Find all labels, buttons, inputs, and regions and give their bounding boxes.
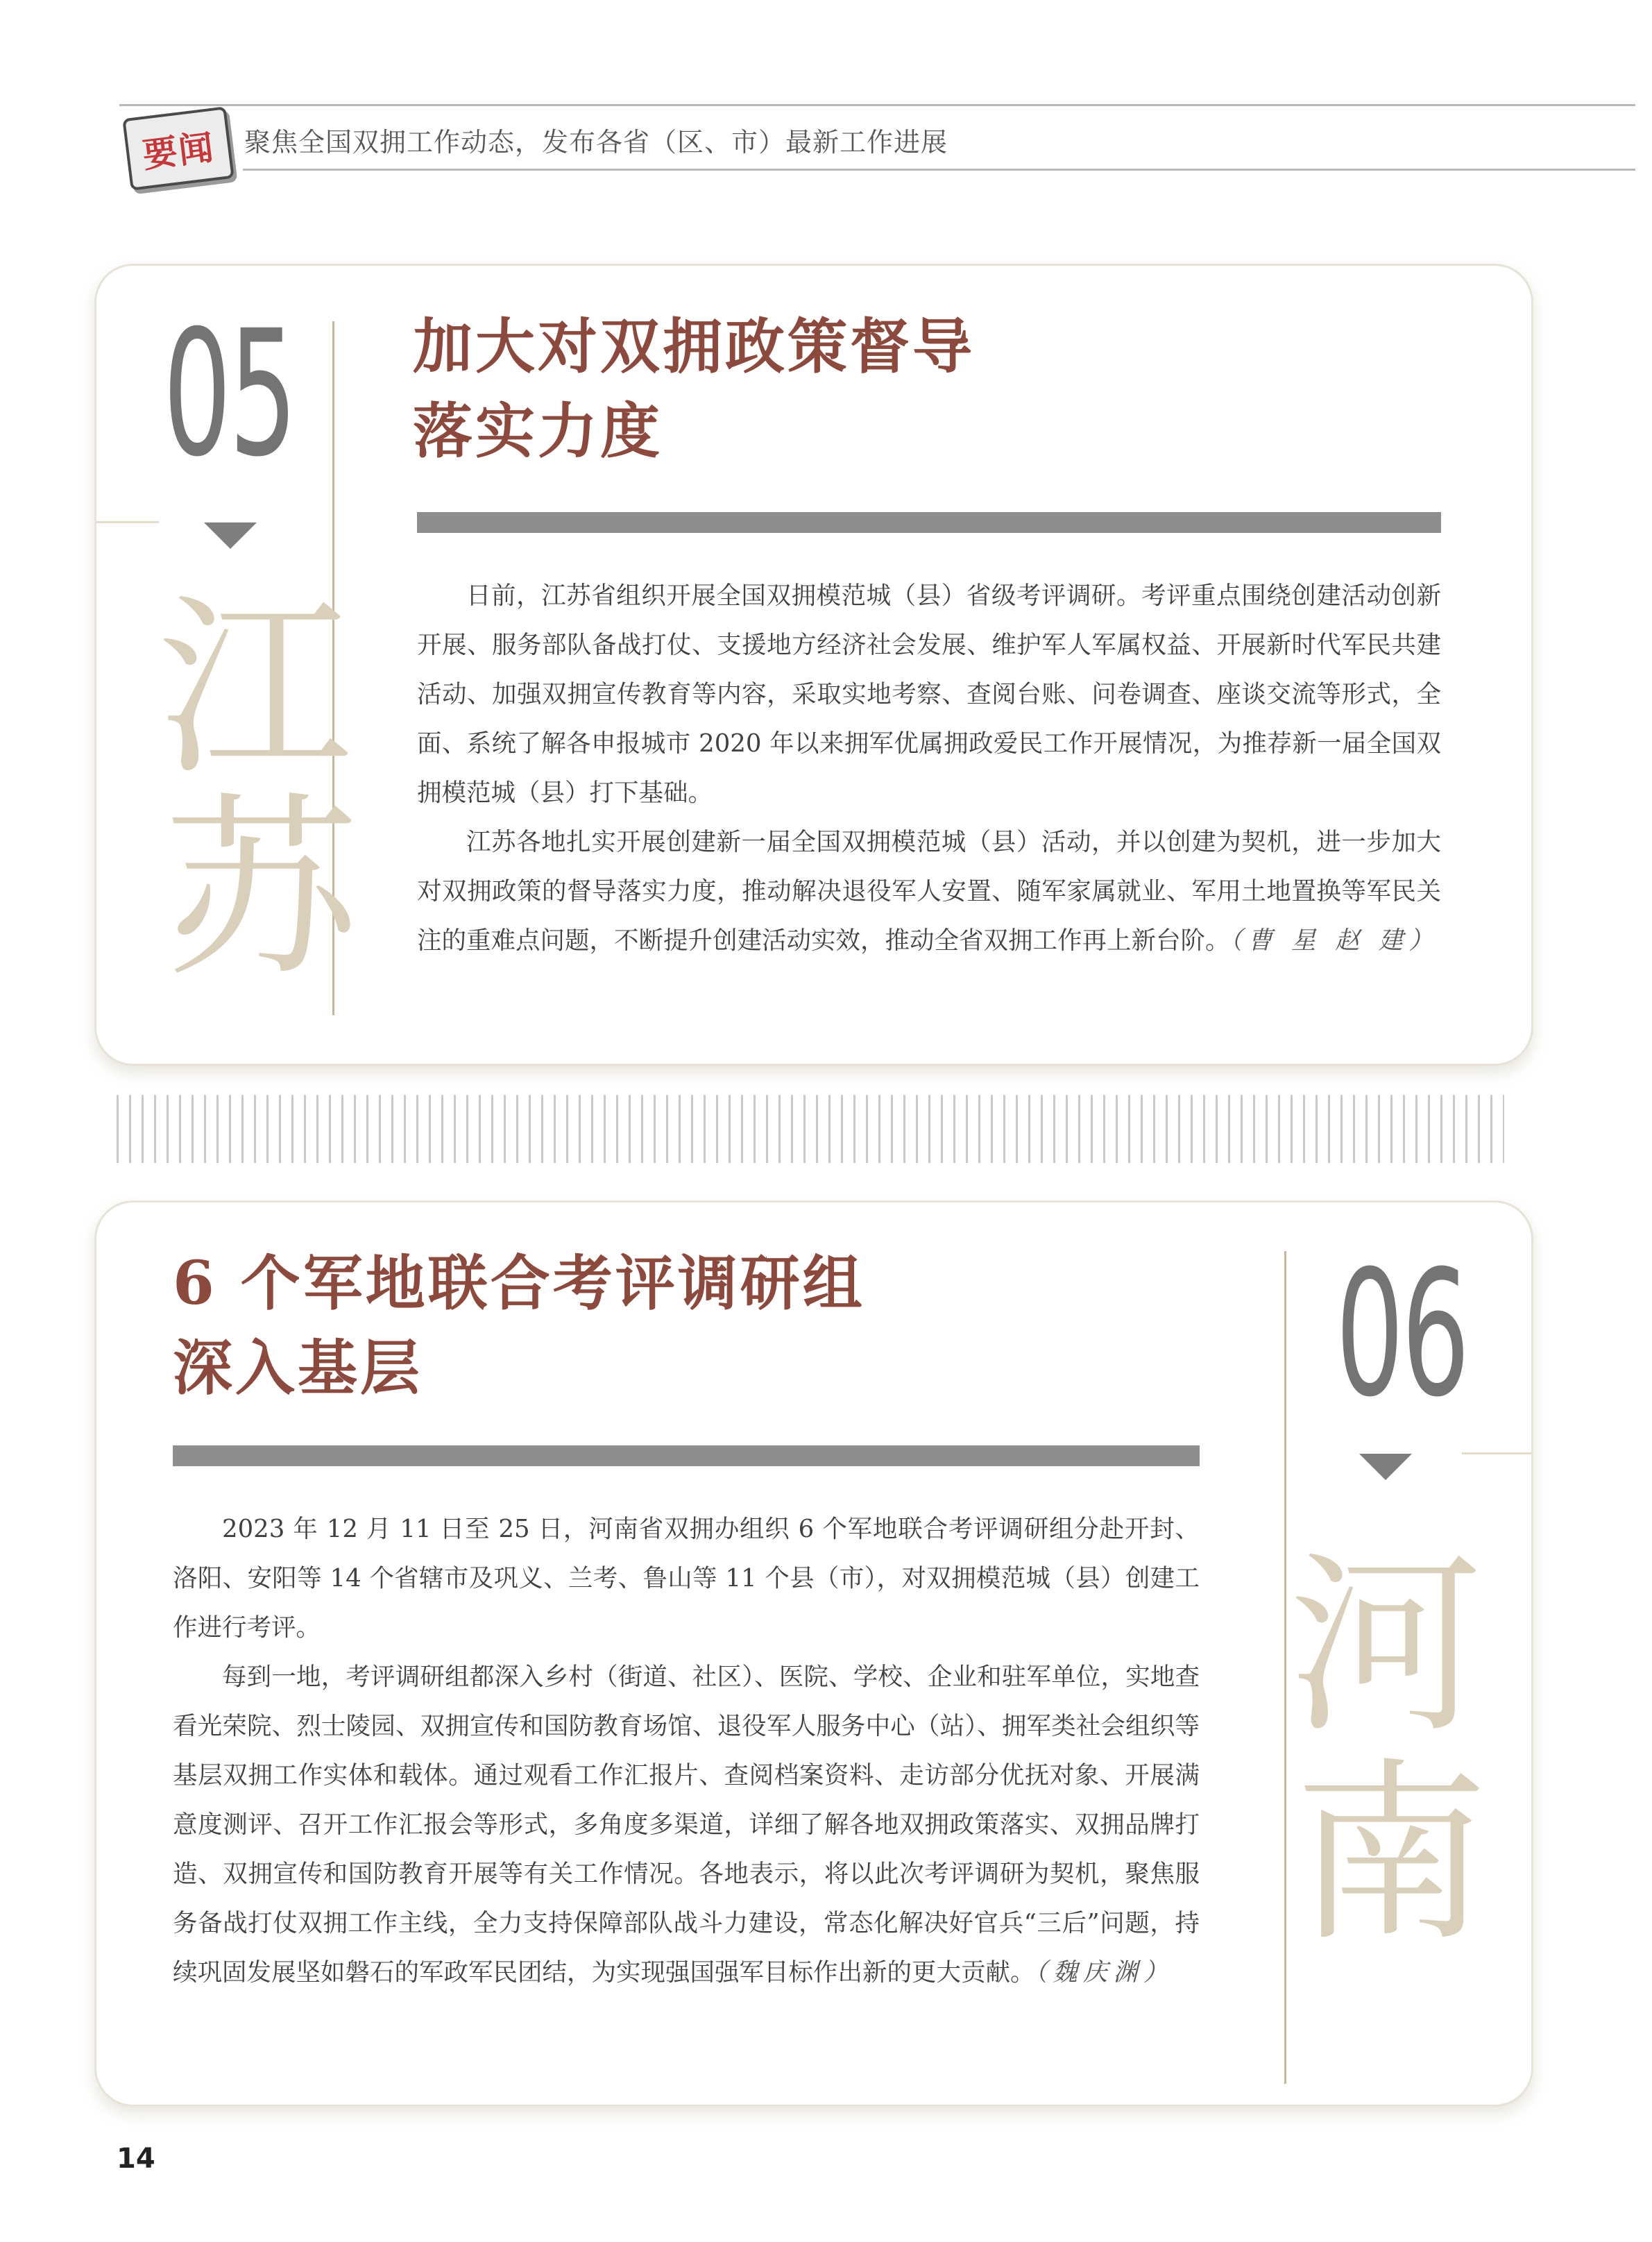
paragraph: [417, 817, 1441, 965]
paragraph: [173, 1652, 1200, 1997]
paragraph-text: 每到一地，考评调研组都深入乡村（街道、社区）、医院、学校、企业和驻军单位，实地查看光荣院、烈士陵园、双拥宣传和国防教育场馆、退役军人服务中心（站）、拥军类社会组织等基层双拥工作实体和载体。通过观看工作汇报片、查阅档案资料、走访部分优抚对象、开展满意度测评、召开工作汇报会等形式，多角度多渠道，详细了解各地双拥政策落实、双拥品牌打造、双拥宣传和国防教育开展等有关工作情况。各地表示，将以此次考评调研为契机，聚焦服务备战打仗双拥工作主线，全力支持保障部队战斗力建设，常态化解决好官兵“三后”问题，持续巩固发展坚如磐石的军政军民团结，为实现强国强军目标作出新的更大贡献。: [173, 1663, 1200, 1987]
article-title: [173, 1241, 865, 1411]
section-subtitle: 聚焦全国双拥工作动态，发布各省（区、市）最新工作进展: [244, 127, 948, 158]
title-bar: [417, 512, 1441, 533]
article-body: [417, 571, 1441, 965]
region-char-1: 江: [157, 576, 352, 802]
triangle-marker-icon: [204, 523, 257, 549]
section-tag-label: 要闻: [140, 126, 217, 176]
article-card-jiangsu: [94, 264, 1533, 1066]
article-title-line2: 深入基层: [173, 1333, 423, 1403]
author: （魏庆渊）: [1034, 1958, 1174, 1987]
article-title-line2: 落实力度: [413, 396, 663, 466]
region-char-1: 河: [1288, 1534, 1483, 1760]
article-number: 05: [163, 293, 295, 495]
paragraph: 2023 年 12 月 11 日至 25 日，河南省双拥办组织 6 个军地联合考评调研组分赴开封、洛阳、安阳等 14 个省辖市及巩义、兰考、鲁山等 11 个县（市），对双拥模范城（县）创建工作进行考评。: [173, 1515, 1200, 1642]
side-rule: [1462, 1452, 1531, 1454]
striped-separator: [117, 1095, 1504, 1163]
vertical-divider: [1284, 1251, 1286, 2084]
side-rule: [96, 521, 159, 523]
article-title-line1: 加大对双拥政策督导: [413, 312, 975, 382]
section-tag: [122, 106, 235, 191]
article-title: [413, 305, 975, 474]
article-number: 06: [1336, 1233, 1467, 1435]
title-bar: [173, 1445, 1200, 1466]
article-card-henan: [94, 1200, 1533, 2107]
paragraph-text: 江苏各地扎实开展创建新一届全国双拥模范城（县）活动，并以创建为契机，进一步加大对双拥政策的督导落实力度，推动解决退役军人安置、随军家属就业、军用土地置换等军民关注的重难点问题，不断提升创建活动实效，推动全省双拥工作再上新台阶。: [417, 828, 1441, 955]
region-char-2: 南: [1294, 1742, 1488, 1968]
author: （曹 星 赵 建）: [1229, 926, 1439, 955]
header-rule-bottom: [243, 169, 1635, 171]
region-char-2: 苏: [164, 777, 359, 1003]
page-number: 14: [117, 2143, 155, 2175]
paragraph: 日前，江苏省组织开展全国双拥模范城（县）省级考评调研。考评重点围绕创建活动创新开展、服务部队备战打仗、支援地方经济社会发展、维护军人军属权益、开展新时代军民共建活动、加强双拥宣传教育等内容，采取实地考察、查阅台账、问卷调查、座谈交流等形式，全面、系统了解各申报城市 2020 年以来拥军优属拥政爱民工作开展情况，为推荐新一届全国双拥模范城（县）打下基础。: [417, 581, 1441, 807]
triangle-marker-icon: [1359, 1454, 1412, 1480]
header-rule-top: [119, 104, 1635, 106]
article-body: [173, 1504, 1200, 1997]
article-title-line1: 6 个军地联合考评调研组: [173, 1248, 865, 1318]
